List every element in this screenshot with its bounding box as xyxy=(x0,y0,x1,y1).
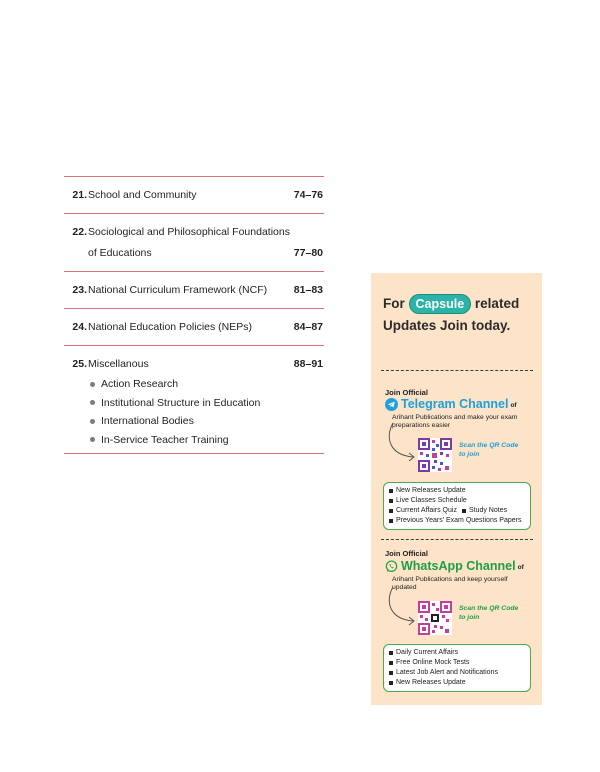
chapter-pages: 74–76 xyxy=(293,189,323,201)
subtopic-list xyxy=(64,375,324,449)
list-item: Free Online Mock Tests xyxy=(389,658,525,668)
telegram-qr-code[interactable] xyxy=(418,438,452,472)
toc-divider xyxy=(64,453,324,454)
toc-entry-25[interactable] xyxy=(64,346,324,453)
dashed-divider xyxy=(381,370,533,371)
table-of-contents xyxy=(64,176,324,454)
toc-entry-21[interactable] xyxy=(64,177,324,213)
chapter-pages: 81–83 xyxy=(293,284,323,296)
whatsapp-subtitle: Arihant Publications and keep yourself updated xyxy=(392,576,508,591)
chapter-pages: 84–87 xyxy=(293,321,323,333)
chapter-number: 25. xyxy=(72,358,87,370)
capsule-logo: Capsule xyxy=(409,294,472,314)
chapter-number: 23. xyxy=(72,284,87,296)
channel-promo-panel xyxy=(371,273,542,705)
telegram-scan-label: Scan the QR Code to join xyxy=(459,442,519,458)
whatsapp-icon xyxy=(385,560,398,573)
list-item: Daily Current Affairs xyxy=(389,648,525,658)
whatsapp-channel-title[interactable]: WhatsApp Channel of xyxy=(385,559,524,573)
chapter-pages: 77–80 xyxy=(293,247,323,259)
telegram-channel-title[interactable]: Telegram Channel of xyxy=(385,397,517,411)
chapter-title: National Education Policies (NEPs) xyxy=(88,321,252,333)
chapter-number: 22. xyxy=(72,226,87,238)
chapter-title: National Curriculum Framework (NCF) xyxy=(88,284,268,296)
telegram-subtitle: Arihant Publications and make your exam preparations easier xyxy=(392,414,518,429)
chapter-pages: 88–91 xyxy=(293,358,323,370)
list-item: Latest Job Alert and Notifications xyxy=(389,668,525,678)
curved-arrow-icon xyxy=(383,421,419,467)
bullet-icon xyxy=(90,382,95,387)
list-item: New Releases Update xyxy=(389,486,525,496)
curved-arrow-icon xyxy=(383,585,419,631)
telegram-join-label: Join Official xyxy=(385,388,428,397)
list-item: Current Affairs Quiz Study Notes xyxy=(389,506,525,516)
telegram-icon xyxy=(385,398,398,411)
list-item: Previous Years' Exam Questions Papers xyxy=(389,516,525,526)
chapter-title: Sociological and Philosophical Foundations xyxy=(88,226,290,238)
whatsapp-qr-code[interactable] xyxy=(418,601,452,635)
telegram-benefits-box xyxy=(383,482,531,530)
chapter-number: 24. xyxy=(72,321,87,333)
whatsapp-scan-label: Scan the QR Code to join xyxy=(459,605,519,621)
whatsapp-benefits-box xyxy=(383,644,531,692)
subtopic-item[interactable]: International Bodies xyxy=(88,412,324,431)
chapter-title-continued: of Educations xyxy=(88,247,152,259)
toc-entry-23[interactable] xyxy=(64,272,324,308)
dashed-divider xyxy=(381,539,533,540)
whatsapp-join-label: Join Official xyxy=(385,549,428,558)
list-item: New Releases Update xyxy=(389,678,525,688)
toc-entry-24[interactable] xyxy=(64,309,324,345)
promo-heading: For Capsule related Updates Join today. xyxy=(383,296,520,333)
subtopic-item[interactable]: Institutional Structure in Education xyxy=(88,394,324,413)
bullet-icon xyxy=(90,437,95,442)
chapter-title: Miscellanous xyxy=(88,358,149,370)
subtopic-item[interactable]: In-Service Teacher Training xyxy=(88,431,324,450)
toc-entry-22[interactable] xyxy=(64,214,324,271)
bullet-icon xyxy=(90,400,95,405)
chapter-title: School and Community xyxy=(88,189,197,201)
chapter-number: 21. xyxy=(72,189,87,201)
list-item: Live Classes Schedule xyxy=(389,496,525,506)
subtopic-item[interactable]: Action Research xyxy=(88,375,324,394)
bullet-icon xyxy=(90,419,95,424)
